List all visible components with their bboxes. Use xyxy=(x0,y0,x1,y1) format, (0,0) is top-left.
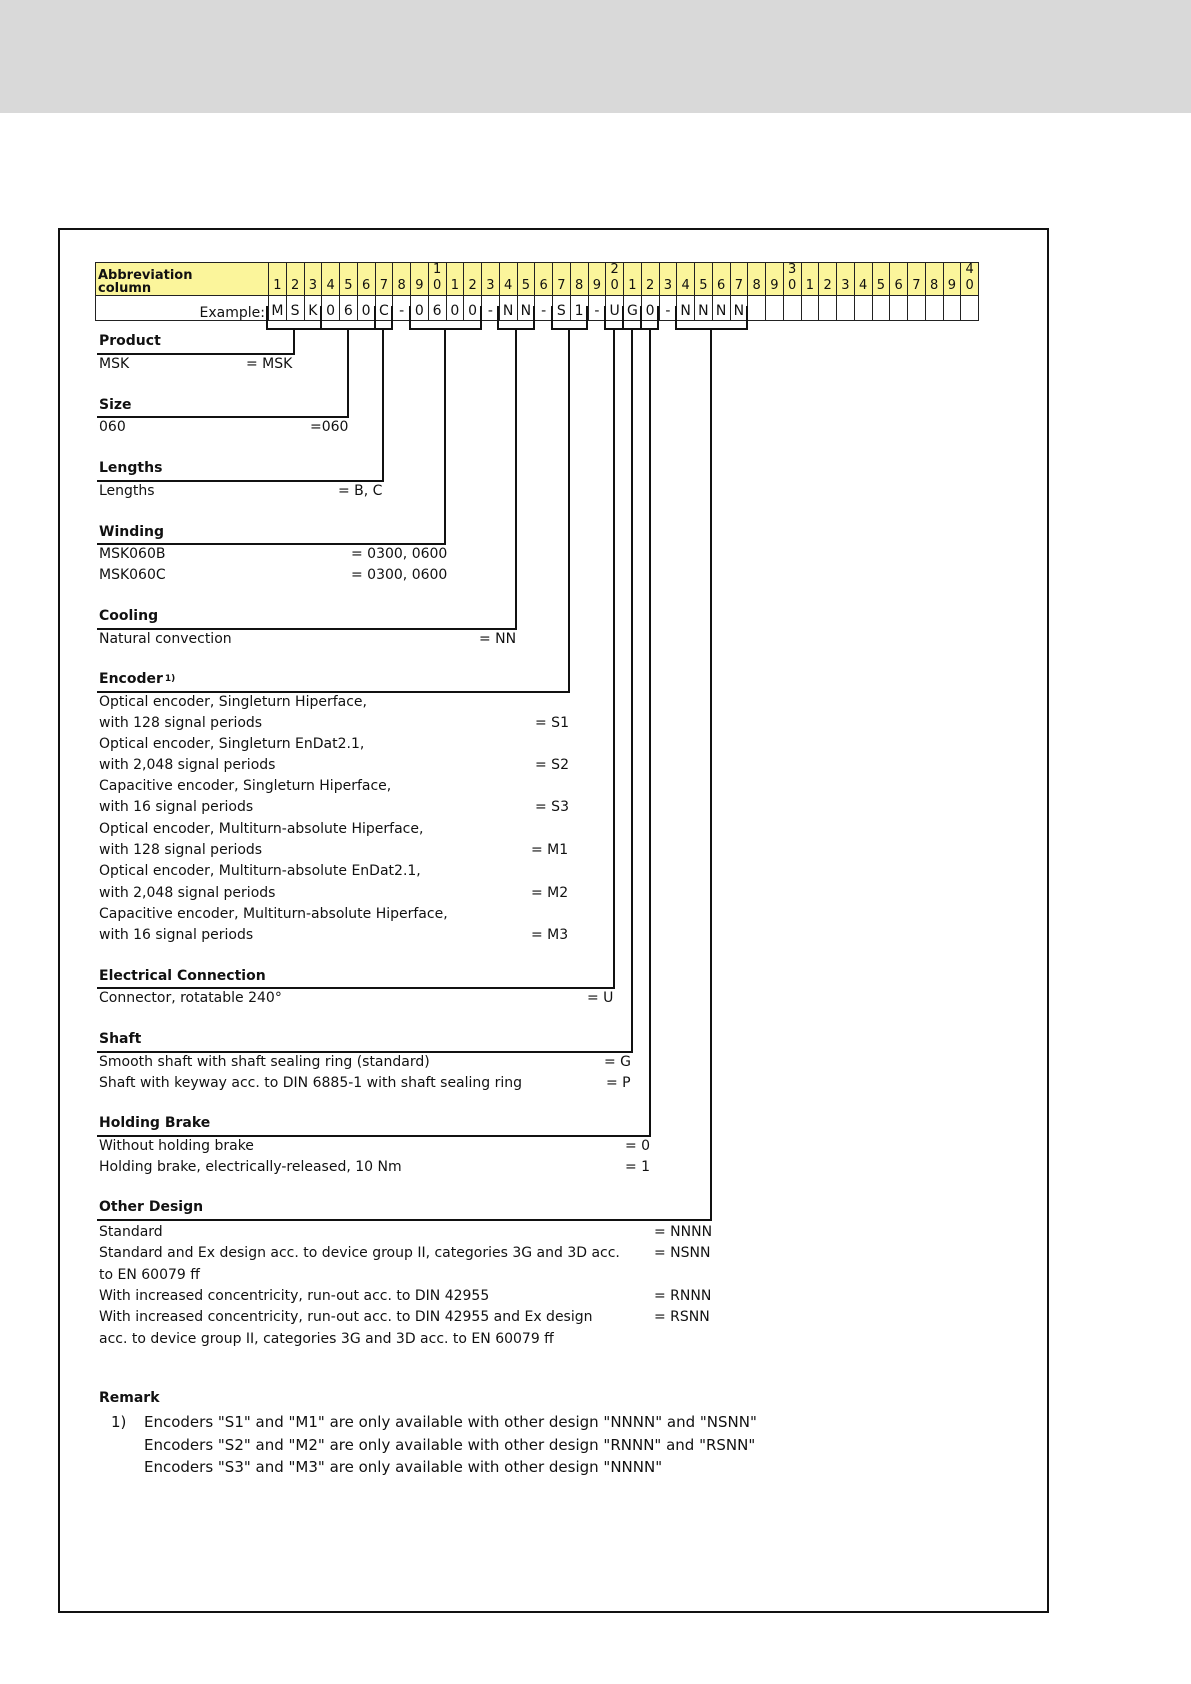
position-cell: 2 xyxy=(464,263,482,296)
remark-line-2: Encoders "S2" and "M2" are only available with other design "RNNN" and "RSNN" xyxy=(144,1436,756,1454)
remark-number: 1) xyxy=(111,1413,127,1431)
winding-label-1: MSK060B xyxy=(99,546,166,562)
encoder-s3-line2: with 16 signal periods xyxy=(99,799,254,815)
size-label: 060 xyxy=(99,419,126,435)
tens-digit: 4 xyxy=(965,262,974,277)
example-char: S xyxy=(553,296,571,321)
example-char: - xyxy=(482,296,500,321)
position-cell: 8 xyxy=(925,263,943,296)
example-char: 0 xyxy=(464,296,482,321)
winding-value-2: = 0300, 0600 xyxy=(351,567,448,583)
winding-label-2: MSK060C xyxy=(99,567,166,583)
example-char: N xyxy=(517,296,535,321)
position-cell: 9 xyxy=(411,263,429,296)
example-char xyxy=(943,296,961,321)
position-cell: 2 xyxy=(286,263,304,296)
example-char: U xyxy=(606,296,624,321)
position-cell: 4 xyxy=(677,263,695,296)
remark-line-3: Encoders "S3" and "M3" are only available with other design "NNNN" xyxy=(144,1458,663,1476)
brake-label-2: Holding brake, electrically-released, 10 Nm xyxy=(99,1159,402,1175)
other-label-1: Standard xyxy=(99,1224,163,1240)
position-cell: 6 xyxy=(890,263,908,296)
position-cell: 6 xyxy=(357,263,375,296)
position-cell: 8 xyxy=(748,263,766,296)
other-label-5: With increased concentricity, run-out acc. to DIN 42955 and Ex design xyxy=(99,1309,593,1325)
electrical-value: = U xyxy=(587,990,614,1006)
example-char xyxy=(766,296,784,321)
other-value-2: = NSNN xyxy=(654,1245,711,1261)
example-char: 0 xyxy=(641,296,659,321)
position-cell: 5 xyxy=(695,263,713,296)
example-char xyxy=(908,296,926,321)
size-title: Size xyxy=(99,397,132,413)
position-cell: 5 xyxy=(517,263,535,296)
position-cell: 1 xyxy=(446,263,464,296)
size-value: =060 xyxy=(310,419,349,435)
type-code-table xyxy=(95,262,979,321)
position-cell: 5 xyxy=(340,263,358,296)
electrical-title: Electrical Connection xyxy=(99,968,266,984)
cooling-title: Cooling xyxy=(99,608,159,624)
lengths-label: Lengths xyxy=(99,483,155,499)
position-cell: 5 xyxy=(872,263,890,296)
top-gray-band xyxy=(0,0,1191,113)
other-value-4: = RNNN xyxy=(654,1288,712,1304)
encoder-s2-line1: Optical encoder, Singleturn EnDat2.1, xyxy=(99,736,365,752)
example-char: 0 xyxy=(322,296,340,321)
example-char xyxy=(837,296,855,321)
brake-value-2: = 1 xyxy=(625,1159,651,1175)
encoder-m1-value: = M1 xyxy=(531,842,569,858)
position-cell: 9 xyxy=(943,263,961,296)
remark-line-1: Encoders "S1" and "M1" are only available with other design "NNNN" and "NSNN" xyxy=(144,1413,757,1431)
other-label-6: acc. to device group II, categories 3G and 3D acc. to EN 60079 ff xyxy=(99,1331,554,1347)
position-cell: 4 xyxy=(854,263,872,296)
position-cell xyxy=(783,263,801,296)
tens-digit: 1 xyxy=(432,262,442,277)
example-char: N xyxy=(730,296,748,321)
other-label-3: to EN 60079 ff xyxy=(99,1267,200,1283)
other-value-5: = RSNN xyxy=(654,1309,710,1325)
example-char: - xyxy=(393,296,411,321)
lengths-value: = B, C xyxy=(338,483,383,499)
abbreviation-header: Abbreviation column xyxy=(96,263,269,296)
example-char: - xyxy=(659,296,677,321)
example-char xyxy=(783,296,801,321)
product-value: = MSK xyxy=(246,356,293,372)
example-char: 6 xyxy=(340,296,358,321)
position-cell: 6 xyxy=(712,263,730,296)
unit-digit: 0 xyxy=(965,278,974,293)
position-cell: 4 xyxy=(322,263,340,296)
encoder-m2-line2: with 2,048 signal periods xyxy=(99,885,276,901)
example-char xyxy=(925,296,943,321)
shaft-value-2: = P xyxy=(606,1075,631,1091)
electrical-label: Connector, rotatable 240° xyxy=(99,990,282,1006)
position-cell: 3 xyxy=(837,263,855,296)
example-char: C xyxy=(375,296,393,321)
tens-digit: 2 xyxy=(610,262,619,277)
example-char xyxy=(872,296,890,321)
encoder-s2-line2: with 2,048 signal periods xyxy=(99,757,276,773)
unit-digit: 0 xyxy=(787,278,797,293)
example-label: Example: xyxy=(96,296,269,321)
other-title: Other Design xyxy=(99,1199,204,1215)
example-char xyxy=(890,296,908,321)
encoder-m3-line2: with 16 signal periods xyxy=(99,927,254,943)
position-cell: 8 xyxy=(393,263,411,296)
encoder-s1-line1: Optical encoder, Singleturn Hiperface, xyxy=(99,694,367,710)
example-char: - xyxy=(588,296,606,321)
digit-row xyxy=(96,263,979,296)
encoder-s1-value: = S1 xyxy=(535,715,569,731)
position-cell: 9 xyxy=(766,263,784,296)
brake-label-1: Without holding brake xyxy=(99,1138,254,1154)
shaft-value-1: = G xyxy=(604,1054,632,1070)
encoder-m2-line1: Optical encoder, Multiturn-absolute EnDat2.1, xyxy=(99,863,421,879)
position-cell xyxy=(606,263,624,296)
position-cell xyxy=(961,263,979,296)
position-cell xyxy=(428,263,446,296)
encoder-m3-line1: Capacitive encoder, Multiturn-absolute Hiperface, xyxy=(99,906,448,922)
example-char: K xyxy=(304,296,322,321)
encoder-m2-value: = M2 xyxy=(531,885,569,901)
example-char: M xyxy=(269,296,287,321)
position-cell: 1 xyxy=(269,263,287,296)
example-char: S xyxy=(286,296,304,321)
example-char: 0 xyxy=(411,296,429,321)
example-char: N xyxy=(677,296,695,321)
cooling-value: = NN xyxy=(479,631,517,647)
encoder-m3-value: = M3 xyxy=(531,927,569,943)
position-cell: 3 xyxy=(304,263,322,296)
encoder-m1-line1: Optical encoder, Multiturn-absolute Hiperface, xyxy=(99,821,424,837)
winding-title: Winding xyxy=(99,524,165,540)
encoder-m1-line2: with 128 signal periods xyxy=(99,842,263,858)
unit-digit: 0 xyxy=(432,278,442,293)
position-cell: 3 xyxy=(659,263,677,296)
position-cell: 7 xyxy=(730,263,748,296)
position-cell: 6 xyxy=(535,263,553,296)
other-value-1: = NNNN xyxy=(654,1224,713,1240)
brake-title: Holding Brake xyxy=(99,1115,211,1131)
encoder-footnote-mark: 1) xyxy=(164,674,176,684)
brake-value-1: = 0 xyxy=(625,1138,651,1154)
encoder-title: Encoder $^{1)}$ xyxy=(99,671,176,687)
position-cell: 9 xyxy=(588,263,606,296)
other-label-4: With increased concentricity, run-out acc. to DIN 42955 xyxy=(99,1288,490,1304)
product-title: Product xyxy=(99,333,161,349)
shaft-title: Shaft xyxy=(99,1031,142,1047)
example-char xyxy=(961,296,979,321)
example-char: - xyxy=(535,296,553,321)
winding-value-1: = 0300, 0600 xyxy=(351,546,448,562)
example-char: N xyxy=(499,296,517,321)
position-cell: 2 xyxy=(819,263,837,296)
other-label-2: Standard and Ex design acc. to device group II, categories 3G and 3D acc. xyxy=(99,1245,620,1261)
position-cell: 3 xyxy=(482,263,500,296)
shaft-label-2: Shaft with keyway acc. to DIN 6885-1 with shaft sealing ring xyxy=(99,1075,523,1091)
example-char: 0 xyxy=(446,296,464,321)
shaft-label-1: Smooth shaft with shaft sealing ring (standard) xyxy=(99,1054,430,1070)
position-cell: 7 xyxy=(375,263,393,296)
tens-digit: 3 xyxy=(787,262,797,277)
position-cell: 7 xyxy=(553,263,571,296)
example-char: N xyxy=(712,296,730,321)
example-char: 0 xyxy=(357,296,375,321)
example-char: N xyxy=(695,296,713,321)
unit-digit: 0 xyxy=(610,278,619,293)
encoder-s3-value: = S3 xyxy=(535,799,569,815)
example-char xyxy=(748,296,766,321)
product-label: MSK xyxy=(99,356,130,372)
position-cell: 4 xyxy=(499,263,517,296)
example-char xyxy=(801,296,819,321)
example-char: 6 xyxy=(428,296,446,321)
position-cell: 2 xyxy=(641,263,659,296)
example-char xyxy=(819,296,837,321)
example-char: 1 xyxy=(570,296,588,321)
encoder-s1-line2: with 128 signal periods xyxy=(99,715,263,731)
position-cell: 1 xyxy=(624,263,642,296)
example-char: G xyxy=(624,296,642,321)
cooling-label: Natural convection xyxy=(99,631,232,647)
position-cell: 1 xyxy=(801,263,819,296)
position-cell: 7 xyxy=(908,263,926,296)
example-char xyxy=(854,296,872,321)
encoder-s2-value: = S2 xyxy=(535,757,569,773)
encoder-s3-line1: Capacitive encoder, Singleturn Hiperface, xyxy=(99,778,392,794)
remark-title: Remark xyxy=(99,1390,160,1406)
lengths-title: Lengths xyxy=(99,460,163,476)
example-row xyxy=(96,296,979,321)
position-cell: 8 xyxy=(570,263,588,296)
